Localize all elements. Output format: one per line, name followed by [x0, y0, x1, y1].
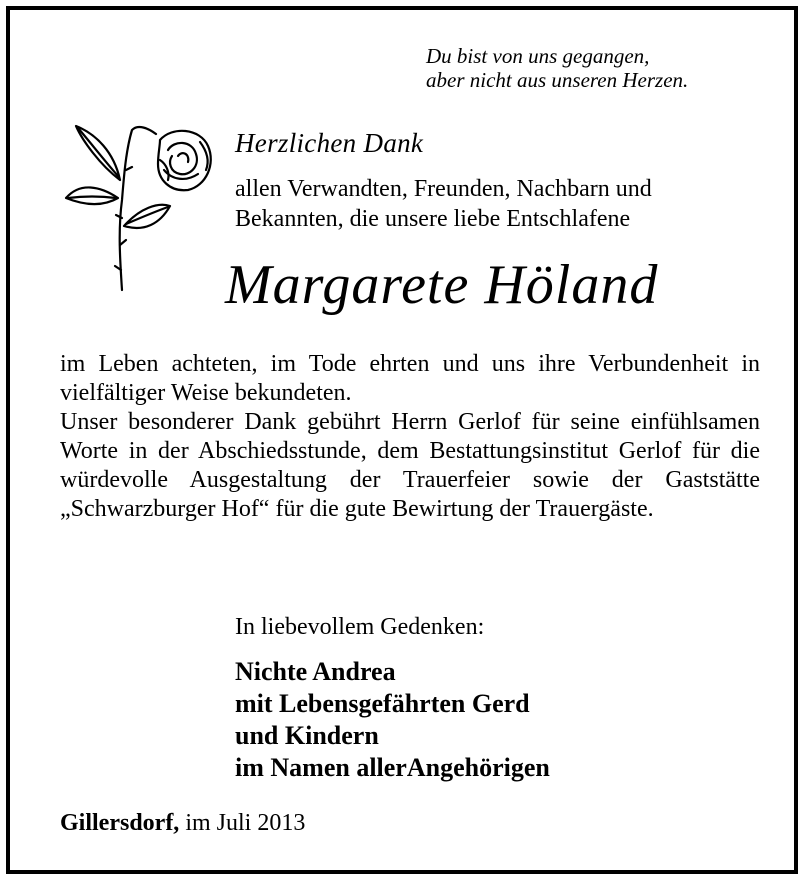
date-text: im Juli 2013: [185, 810, 306, 836]
place-date: [60, 808, 305, 838]
thanks-heading: Herzlichen Dank: [235, 128, 424, 158]
body-text: [60, 350, 760, 524]
intro-line-2: Bekannten, die unsere liebe Entschlafene: [235, 206, 631, 232]
body-paragraph-2: Unser besonderer Dank gebührt Herrn Gerlof für seine einfühlsamen Worte in der Abschiedsstunde, dem Bestattungsinstitut Gerlof für die würdevolle Ausgestaltung der Trauerfeier sowie der Gaststätte „Schwarzburger Hof“ für die gute Bewirtung der Trauergäste.: [60, 409, 760, 522]
signer-line: Nichte Andrea: [235, 657, 396, 686]
signers: [235, 656, 795, 784]
motto-line-2: aber nicht aus unseren Herzen.: [426, 68, 689, 92]
signer-line: mit Lebensgefährten Gerd: [235, 689, 530, 718]
motto-line-1: Du bist von uns gegangen,: [426, 44, 650, 68]
motto: [426, 44, 766, 92]
notice-frame: [6, 6, 798, 874]
deceased-name: Margarete Höland: [225, 254, 659, 316]
place-name: Gillersdorf,: [60, 810, 180, 836]
regards-line: In liebevollem Gedenken:: [235, 614, 485, 640]
intro-line-1: allen Verwandten, Freunden, Nachbarn und: [235, 176, 652, 202]
rose-icon: [60, 120, 230, 295]
body-paragraph-1: im Leben achteten, im Tode ehrten und uns ihre Verbundenheit in vielfältiger Weise bekundeten.: [60, 351, 760, 406]
thanks-intro: [235, 174, 795, 234]
signer-line: und Kindern: [235, 721, 379, 750]
signer-line: im Namen allerAngehörigen: [235, 753, 550, 782]
